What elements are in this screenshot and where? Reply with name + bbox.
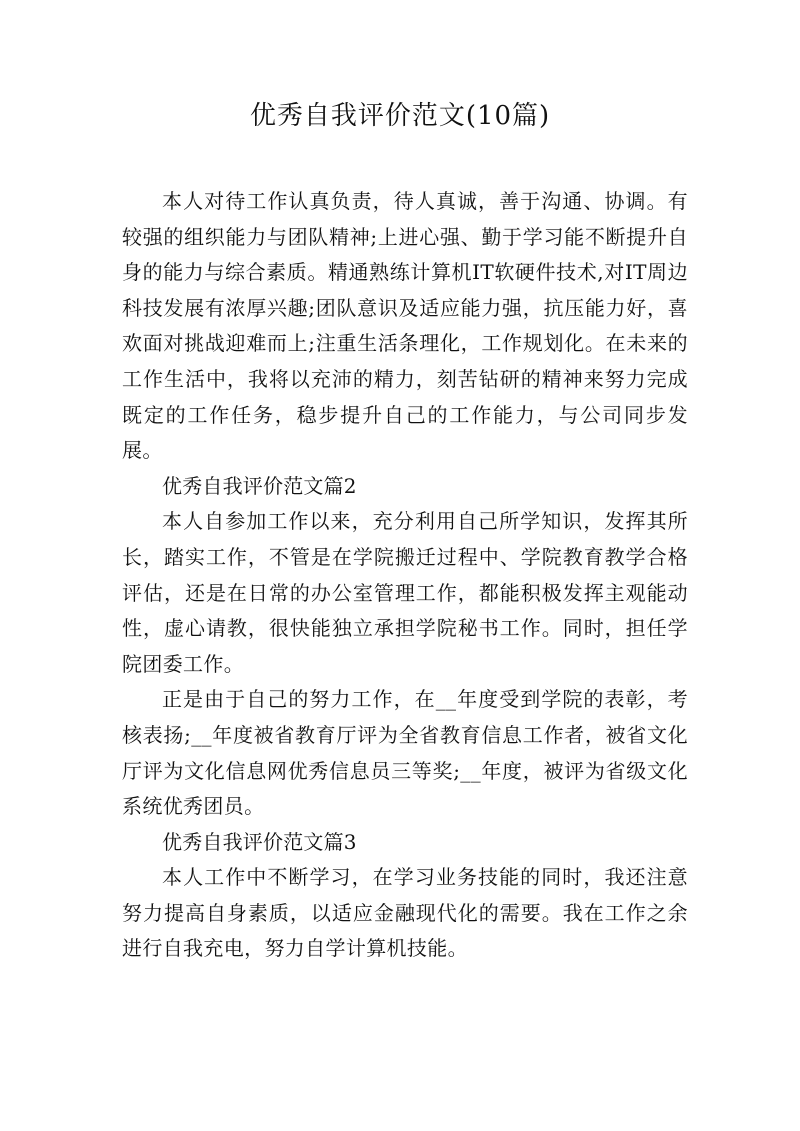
paragraph-3: 正是由于自己的努力工作，在__年度受到学院的表彰，考核表扬;__年度被省教育厅评为全省教育信息工作者，被省文化厅评为文化信息网优秀信息员三等奖;__年度，被评为省级文化系统优秀团员。 (122, 687, 688, 819)
page-title: 优秀自我评价范文(10篇) (249, 101, 551, 131)
paragraph-2: 本人自参加工作以来，充分利用自己所学知识，发挥其所长，踏实工作，不管是在学院搬迁过程中、学院教育教学合格评估，还是在日常的办公室管理工作，都能积极发挥主观能动性，虚心请教，很快能独立承担学院秘书工作。同时，担任学院团委工作。 (122, 509, 688, 676)
document-body (122, 184, 688, 967)
paragraph-4: 本人工作中不断学习，在学习业务技能的同时，我还注意努力提高自身素质，以适应金融现代化的需要。我在工作之余进行自我充电，努力自学计算机技能。 (122, 865, 688, 961)
section-heading-2: 优秀自我评价范文篇2 (162, 473, 357, 498)
section-heading-3: 优秀自我评价范文篇3 (162, 829, 357, 854)
paragraph-1: 本人对待工作认真负责，待人真诚，善于沟通、协调。有较强的组织能力与团队精神;上进心强、勤于学习能不断提升自身的能力与综合素质。精通熟练计算机IT软硬件技术,对IT周边科技发展有浓厚兴趣;团队意识及适应能力强，抗压能力好，喜欢面对挑战迎难而上;注重生活条理化，工作规划化。在未来的工作生活中，我将以充沛的精力，刻苦钻研的精神来努力完成既定的工作任务，稳步提升自己的工作能力，与公司同步发展。 (122, 189, 688, 463)
